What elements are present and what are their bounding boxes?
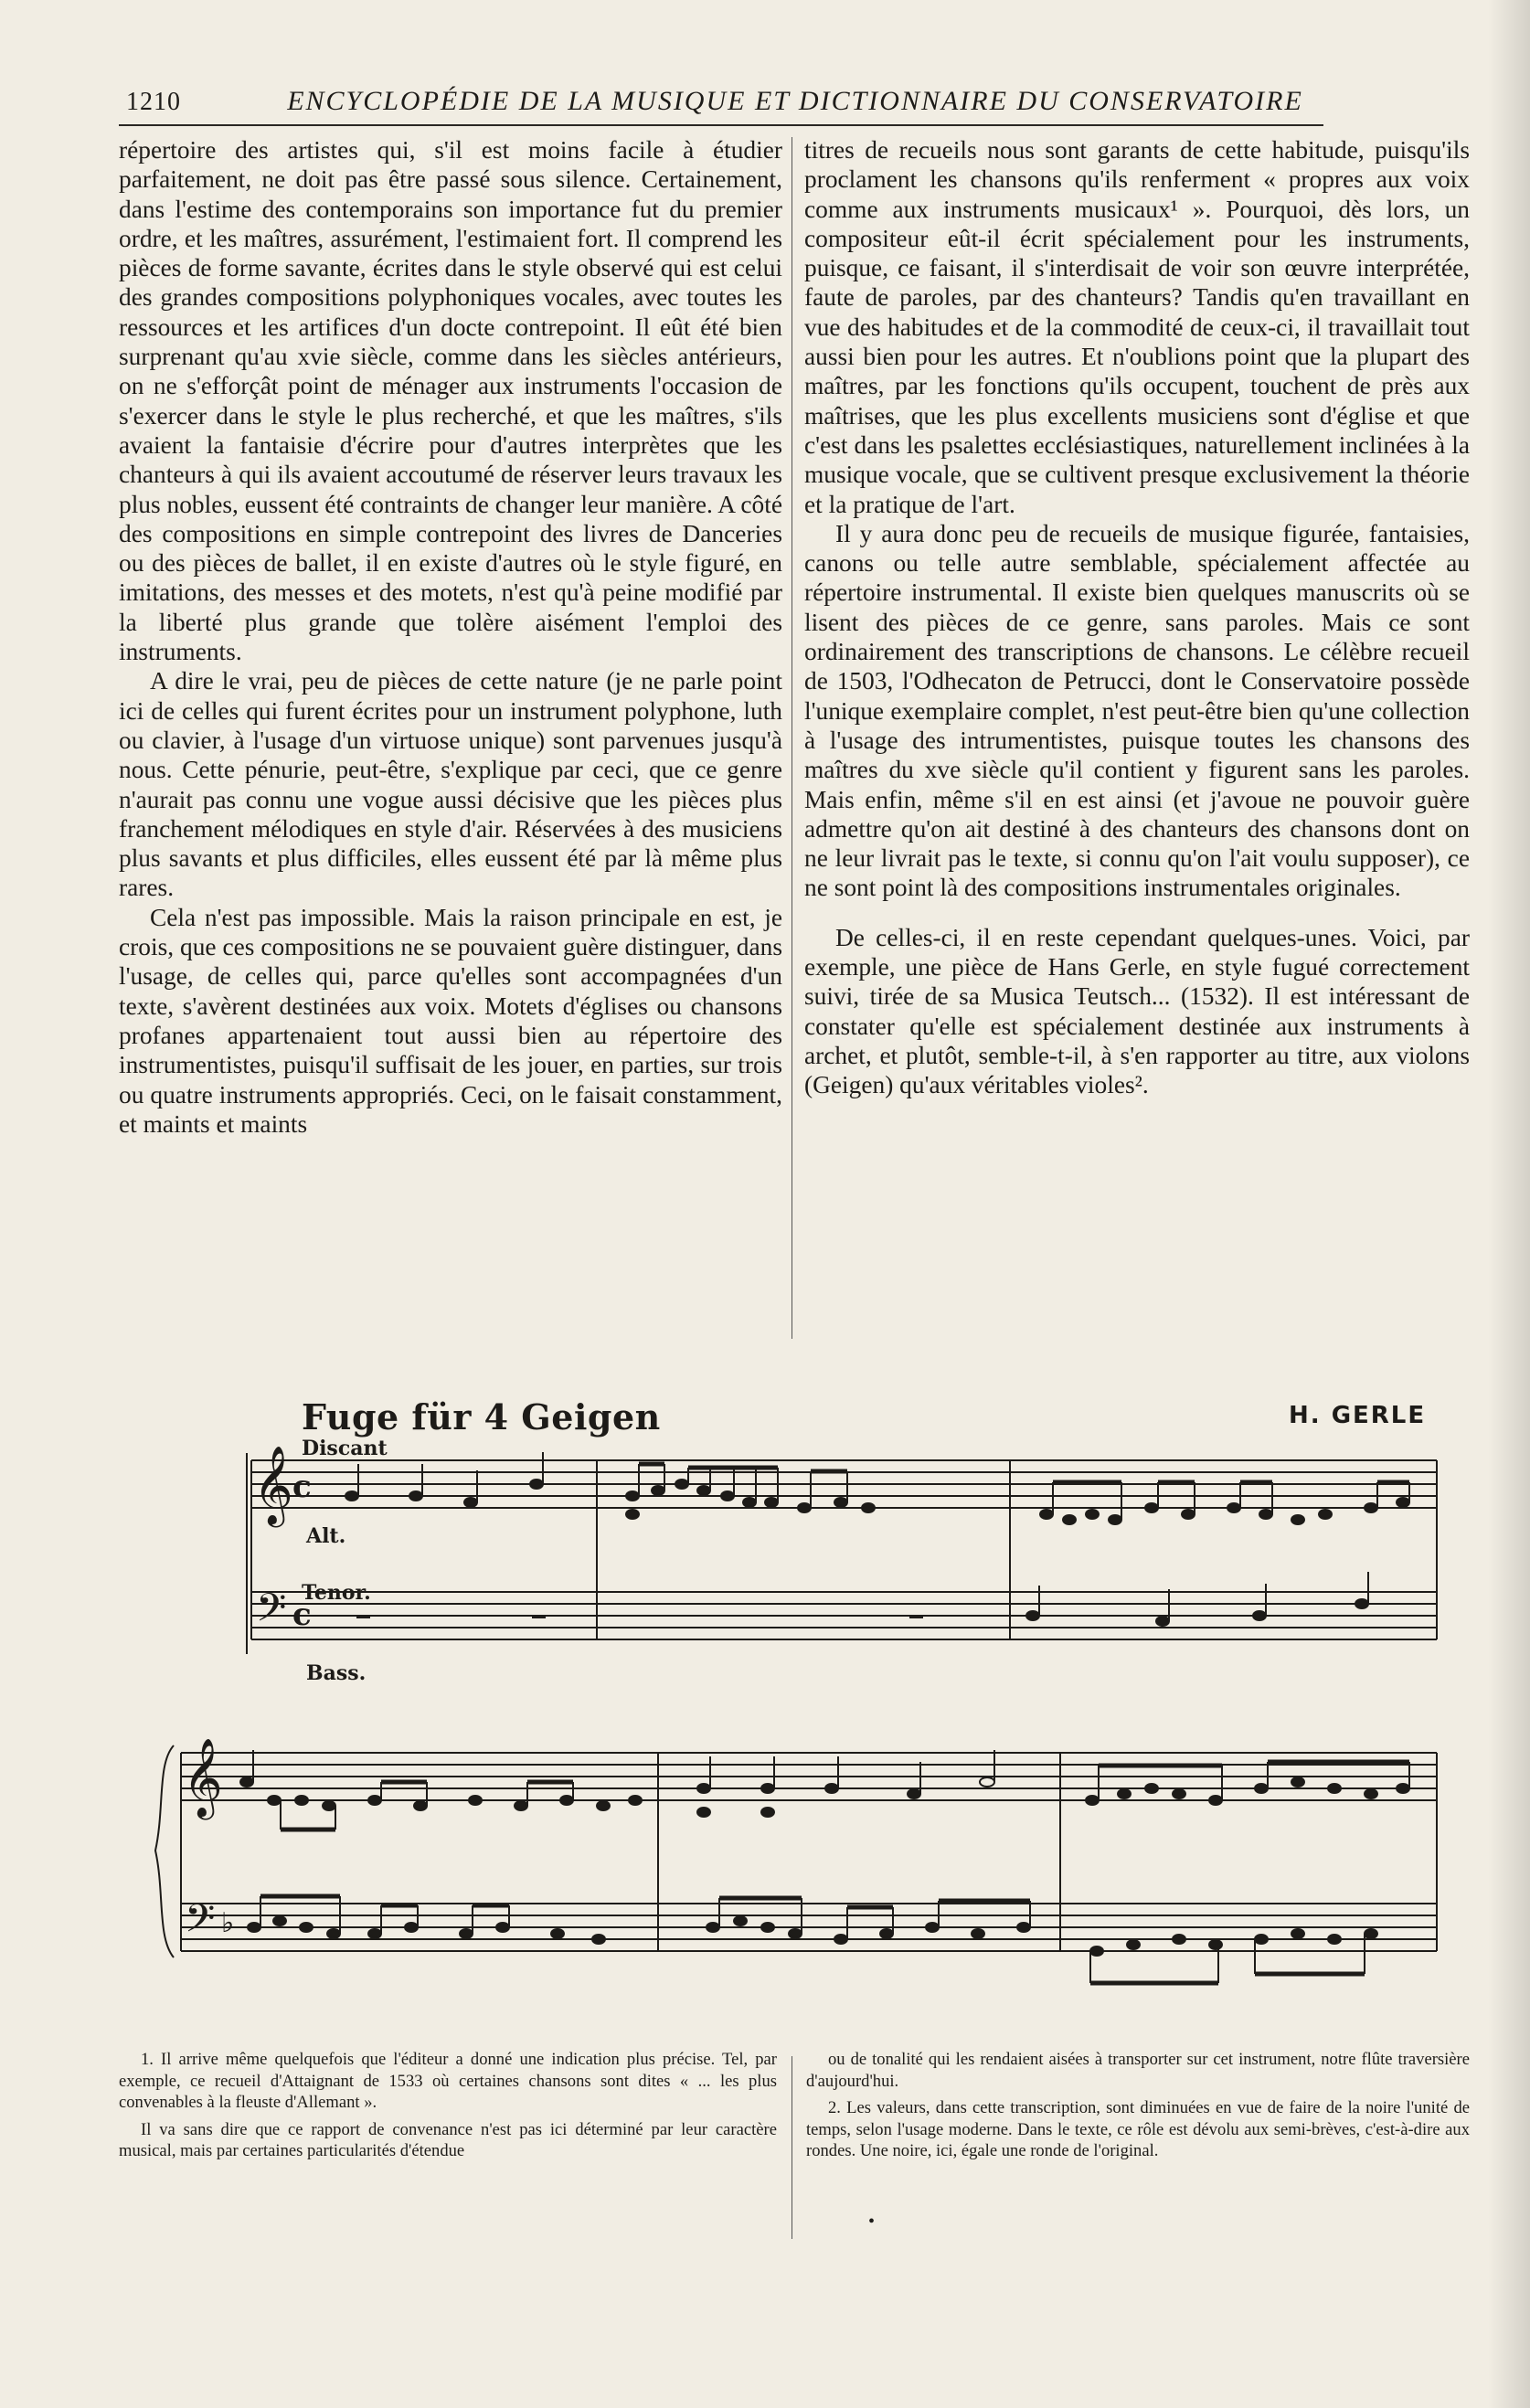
paragraph: titres de recueils nous sont garants de cette habitude, puisqu'ils proclament les chansons qu'ils renferment « propres aux voix comme aux instruments musicaux¹ ». Pourquoi, dès lors, un compositeur eût-il écrit spécialement pour les instruments, puisque, ce faisant, il s'interdisait de voir son œuvre interprétée, faute de paroles, par des chanteurs? Tandis qu'en travaillant en vue des habitudes et de la commodité de ceux-ci, il travaillait tout aussi bien pour les autres. Et n'oublions point que la plupart des maîtres, par les fonctions qu'ils occupent, touchent de près aux maîtrises, que les plus excellents musiciens sont d'église et que c'est dans les psalettes ecclésiastiques, naturellement inclinées à la musique vocale, que se cultivent presque exclusivement la théorie et la pratique de l'art. (804, 136, 1470, 518)
running-title: ENCYCLOPÉDIE DE LA MUSIQUE ET DICTIONNAIRE DU CONSERVATOIRE (287, 86, 1303, 116)
page-edge-shadow (1488, 0, 1530, 2408)
treble-clef-icon: 𝄞 (253, 1446, 293, 1524)
notes-system-1 (345, 1452, 1409, 1626)
footnote: 1. Il arrive même quelquefois que l'éditeur a donné une indication plus précise. Tel, par exemple, ce recueil d'Attaignant de 1533 où certaines chansons sont dites « ... les plus convenables à la fleuste d'Allemant ». (119, 2050, 777, 2112)
voice-label-bass: Bass. (306, 1661, 367, 1685)
page-header (119, 84, 1323, 126)
bass-clef-icon: 𝄢 (256, 1586, 287, 1640)
paragraph: répertoire des artistes qui, s'il est moins facile à étudier parfaitement, ne doit pas être passé sous silence. Certainement, dans l'estime des contemporains son importance fut du premier ordre, et les maîtres, assurément, l'estimaient fort. Il comprend les pièces de forme savante, écrites dans le style observé qui est celui des grandes compositions polyphoniques vocales, avec toutes les ressources et les artifices d'un docte contrepoint. Il eût été bien surprenant qu'au xvie siècle, comme dans les siècles antérieurs, on ne s'efforçât point de ménager aux instruments l'occasion de s'exercer dans le style le plus recherché, et que les maîtres, s'ils avaient la fantaisie d'écrire pour d'autres interprètes que les chanteurs à qui ils avaient accoutumé de réserver leurs travaux les plus nobles, eussent été contraints de changer leur manière. A côté des compositions en simple contrepoint des livres de Danceries ou des pièces de ballet, il en existe d'autres où le style figuré, en imitations, des messes et des motets, n'est qu'à peine modifié par la liberté plus grande que tolère aisément l'emploi des instruments. (119, 136, 782, 666)
voice-label-discant: Discant (302, 1437, 388, 1460)
svg-text:c: c (292, 1469, 312, 1505)
page-number: 1210 (126, 88, 181, 116)
paragraph: Cela n'est pas impossible. Mais la raison principale en est, je crois, que ces compositions ne se pouvaient guère distinguer, dans l'usage, de celles qui, parce qu'elles sont accompagnées d'un texte, s'avèrent destinées aux voix. Motets d'églises ou chansons profanes appartenaient tout aussi bien au répertoire des instrumentistes, puisqu'il suffisait de les jouer, en parties, sur trois ou quatre instruments appropriés. Ceci, on le faisait constamment, et maints et maints (119, 903, 782, 1138)
paragraph: De celles-ci, il en reste cependant quelques-unes. Voici, par exemple, une pièce de Hans Gerle, en style fugué correctement suivi, tirée de sa Musica Teutsch... (1532). Il est intéressant de constater qu'elle est spécialement destinée aux instruments à archet, et plutôt, semble-t-il, à s'en rapporter au titre, aux violons (Geigen) qu'aux véritables violes². (804, 923, 1470, 1099)
music-title: Fuge für 4 Geigen (302, 1396, 661, 1437)
paragraph: Il y aura donc peu de recueils de musique figurée, fantaisies, canons ou telle autre semblable, spécialement affectée au répertoire instrumental. Il existe bien quelques manuscrits où se lisent des pièces de ce genre, sans paroles. Mais ce sont ordinairement des transcriptions de chansons. Le célèbre recueil de 1503, l'Odhecaton de Petrucci, dont le Conservatoire possède l'unique exemplaire complet, n'est peut-être bien qu'une collection à l'usage des intrumentistes, puisque toutes les chansons des maîtres du xve siècle qu'il contient y figurent sans les paroles. Mais enfin, même s'il en est ainsi (et j'avoue ne pouvoir guère admettre qu'on ait destiné à des chanteurs des chansons dont on ne leur livrait pas le texte, si connu qu'on l'ait voulu supposer), ce ne sont point là des compositions instrumentales originales. (804, 519, 1470, 902)
footnotes-left (119, 2049, 777, 2168)
musical-score (110, 1380, 1444, 2001)
bass-staff-2 (181, 1904, 1437, 1951)
voice-label-tenor: Tenor. (302, 1581, 371, 1605)
notes-system-2 (240, 1750, 1409, 1983)
end-mark: • (868, 2212, 876, 2232)
svg-text:♭: ♭ (221, 1907, 235, 1939)
svg-text:c: c (292, 1596, 312, 1633)
treble-staff-2 (181, 1753, 1437, 1800)
treble-clef-icon: 𝄞 (183, 1738, 223, 1817)
footnote: 2. Les valeurs, dans cette transcription, sont diminuées en vue de faire de la noire l'unité de temps, selon l'usage moderne. Dans le texte, ce rôle est dévolu aux semi-brèves, c'est-à-dire aux rondes. Une noire, ici, égale une ronde de l'original. (806, 2098, 1470, 2160)
footnotes-right (806, 2049, 1470, 2168)
left-column (119, 135, 782, 1139)
paragraph: A dire le vrai, peu de pièces de cette nature (je ne parle point ici de celles qui furent écrites pour un instrument polyphone, luth ou clavier, à l'usage d'un virtuose unique) sont parvenues jusqu'à nous. Cette pénurie, peut-être, s'explique par ceci, que ce genre n'aurait pas connu une vogue aussi décisive que les pièces plus franchement mélodiques en style d'air. Réservées à des musiciens plus savants et plus difficiles, elles eussent été par là même plus rares. (119, 667, 782, 902)
footnote: Il va sans dire que ce rapport de convenance n'est pas ici déterminé par leur caractère musical, mais par certaines particularités d'étendue (119, 2119, 777, 2160)
voice-label-alt: Alt. (306, 1524, 346, 1548)
grand-staff-brace (155, 1745, 174, 1957)
bass-clef-icon: 𝄢 (185, 1896, 216, 1951)
music-composer: H. GERLE (1289, 1402, 1427, 1429)
footnote: ou de tonalité qui les rendaient aisées à transporter sur cet instrument, notre flûte traversière d'aujourd'hui. (806, 2050, 1470, 2091)
right-column (804, 135, 1470, 1100)
